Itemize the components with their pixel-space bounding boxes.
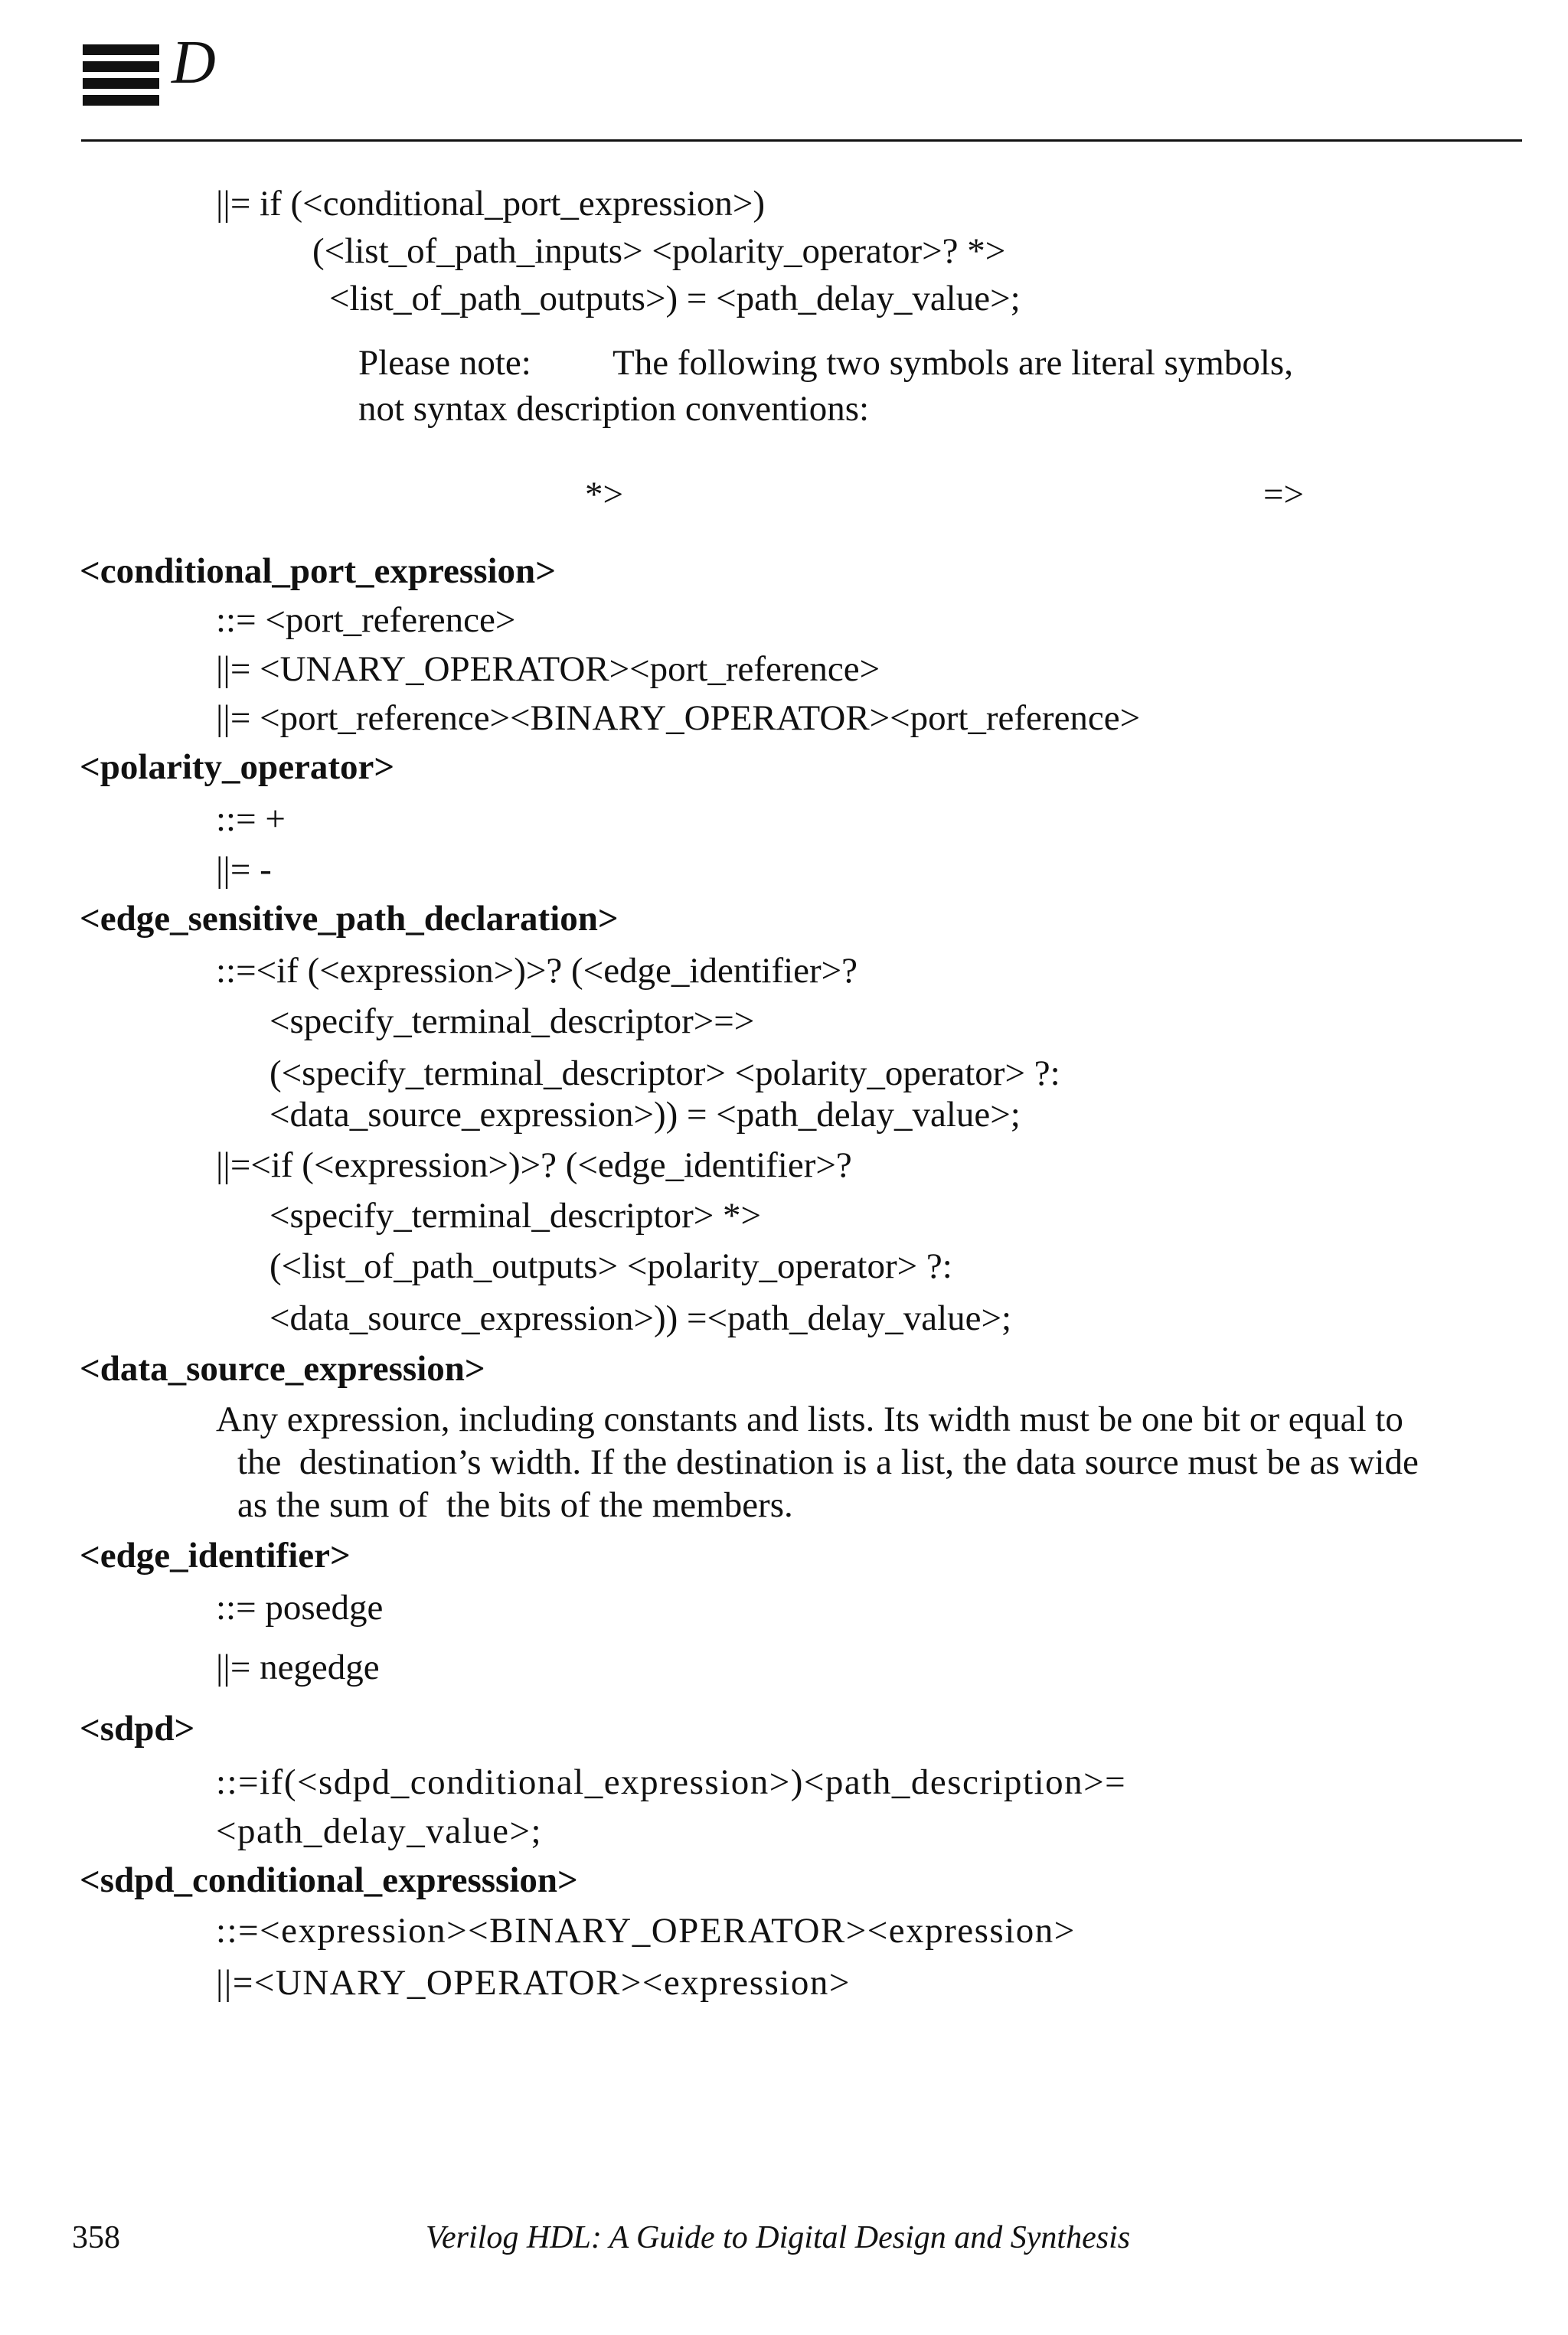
note-label: Please note: <box>358 343 531 383</box>
note-text-line-2: not syntax description conventions: <box>358 389 870 429</box>
rule-line: (<specify_terminal_descriptor> <polarity_operator> ?: <box>270 1053 1060 1093</box>
heading-polarity-operator: <polarity_operator> <box>80 747 395 787</box>
rule-line: <data_source_expression>)) =<path_delay_value>; <box>270 1298 1012 1338</box>
rule-line: ||= - <box>216 850 272 890</box>
page-number: 358 <box>72 2220 120 2255</box>
rule-line: ::=<if (<expression>)>? (<edge_identifier>? <box>216 951 858 991</box>
literal-symbol-2: => <box>1263 475 1305 514</box>
header-rule <box>81 139 1522 142</box>
rule-line: ||=<UNARY_OPERATOR><expression> <box>216 1963 851 2003</box>
description-line: as the sum of the bits of the members. <box>237 1485 793 1525</box>
heading-data-source-expression: <data_source_expression> <box>80 1349 485 1389</box>
heading-edge-sensitive-path-declaration: <edge_sensitive_path_declaration> <box>80 899 619 939</box>
literal-symbol-1: *> <box>585 475 624 514</box>
rule-line: ||= <port_reference><BINARY_OPERATOR><port_reference> <box>216 698 1141 738</box>
chapter-letter: D <box>172 29 217 96</box>
rule-line: <specify_terminal_descriptor>=> <box>270 1001 755 1041</box>
top-rule-line-3: <list_of_path_outputs>) = <path_delay_value>; <box>329 279 1021 318</box>
heading-edge-identifier: <edge_identifier> <box>80 1536 351 1576</box>
note-text: The following two symbols are literal symbols, <box>612 343 1293 383</box>
rule-line: <specify_terminal_descriptor> *> <box>270 1196 762 1236</box>
rule-line: ||= negedge <box>216 1648 380 1687</box>
rule-line: ::= <port_reference> <box>216 600 516 640</box>
heading-sdpd-conditional-expression: <sdpd_conditional_expresssion> <box>80 1860 578 1900</box>
top-rule-line-1: ||= if (<conditional_port_expression>) <box>216 184 766 224</box>
rule-line: <path_delay_value>; <box>216 1811 543 1851</box>
rule-line: ::= posedge <box>216 1588 384 1628</box>
section-marker-icon <box>83 44 159 118</box>
description-line: Any expression, including constants and lists. Its width must be one bit or equal to <box>216 1399 1403 1439</box>
description-line: the destination’s width. If the destination is a list, the data source must be as wide <box>237 1442 1419 1482</box>
rule-line: <data_source_expression>)) = <path_delay_value>; <box>270 1095 1021 1135</box>
book-title: Verilog HDL: A Guide to Digital Design and Synthesis <box>426 2220 1131 2255</box>
top-rule-line-2: (<list_of_path_inputs> <polarity_operator>? *> <box>312 231 1006 271</box>
rule-line: ::=<expression><BINARY_OPERATOR><expression> <box>216 1911 1076 1951</box>
rule-line: ::=if(<sdpd_conditional_expression>)<path_description>= <box>216 1762 1127 1802</box>
heading-conditional-port-expression: <conditional_port_expression> <box>80 551 556 591</box>
rule-line: ||=<if (<expression>)>? (<edge_identifier>? <box>216 1145 852 1185</box>
rule-line: ::= + <box>216 799 286 839</box>
rule-line: ||= <UNARY_OPERATOR><port_reference> <box>216 649 880 689</box>
heading-sdpd: <sdpd> <box>80 1709 195 1749</box>
rule-line: (<list_of_path_outputs> <polarity_operator> ?: <box>270 1246 952 1286</box>
